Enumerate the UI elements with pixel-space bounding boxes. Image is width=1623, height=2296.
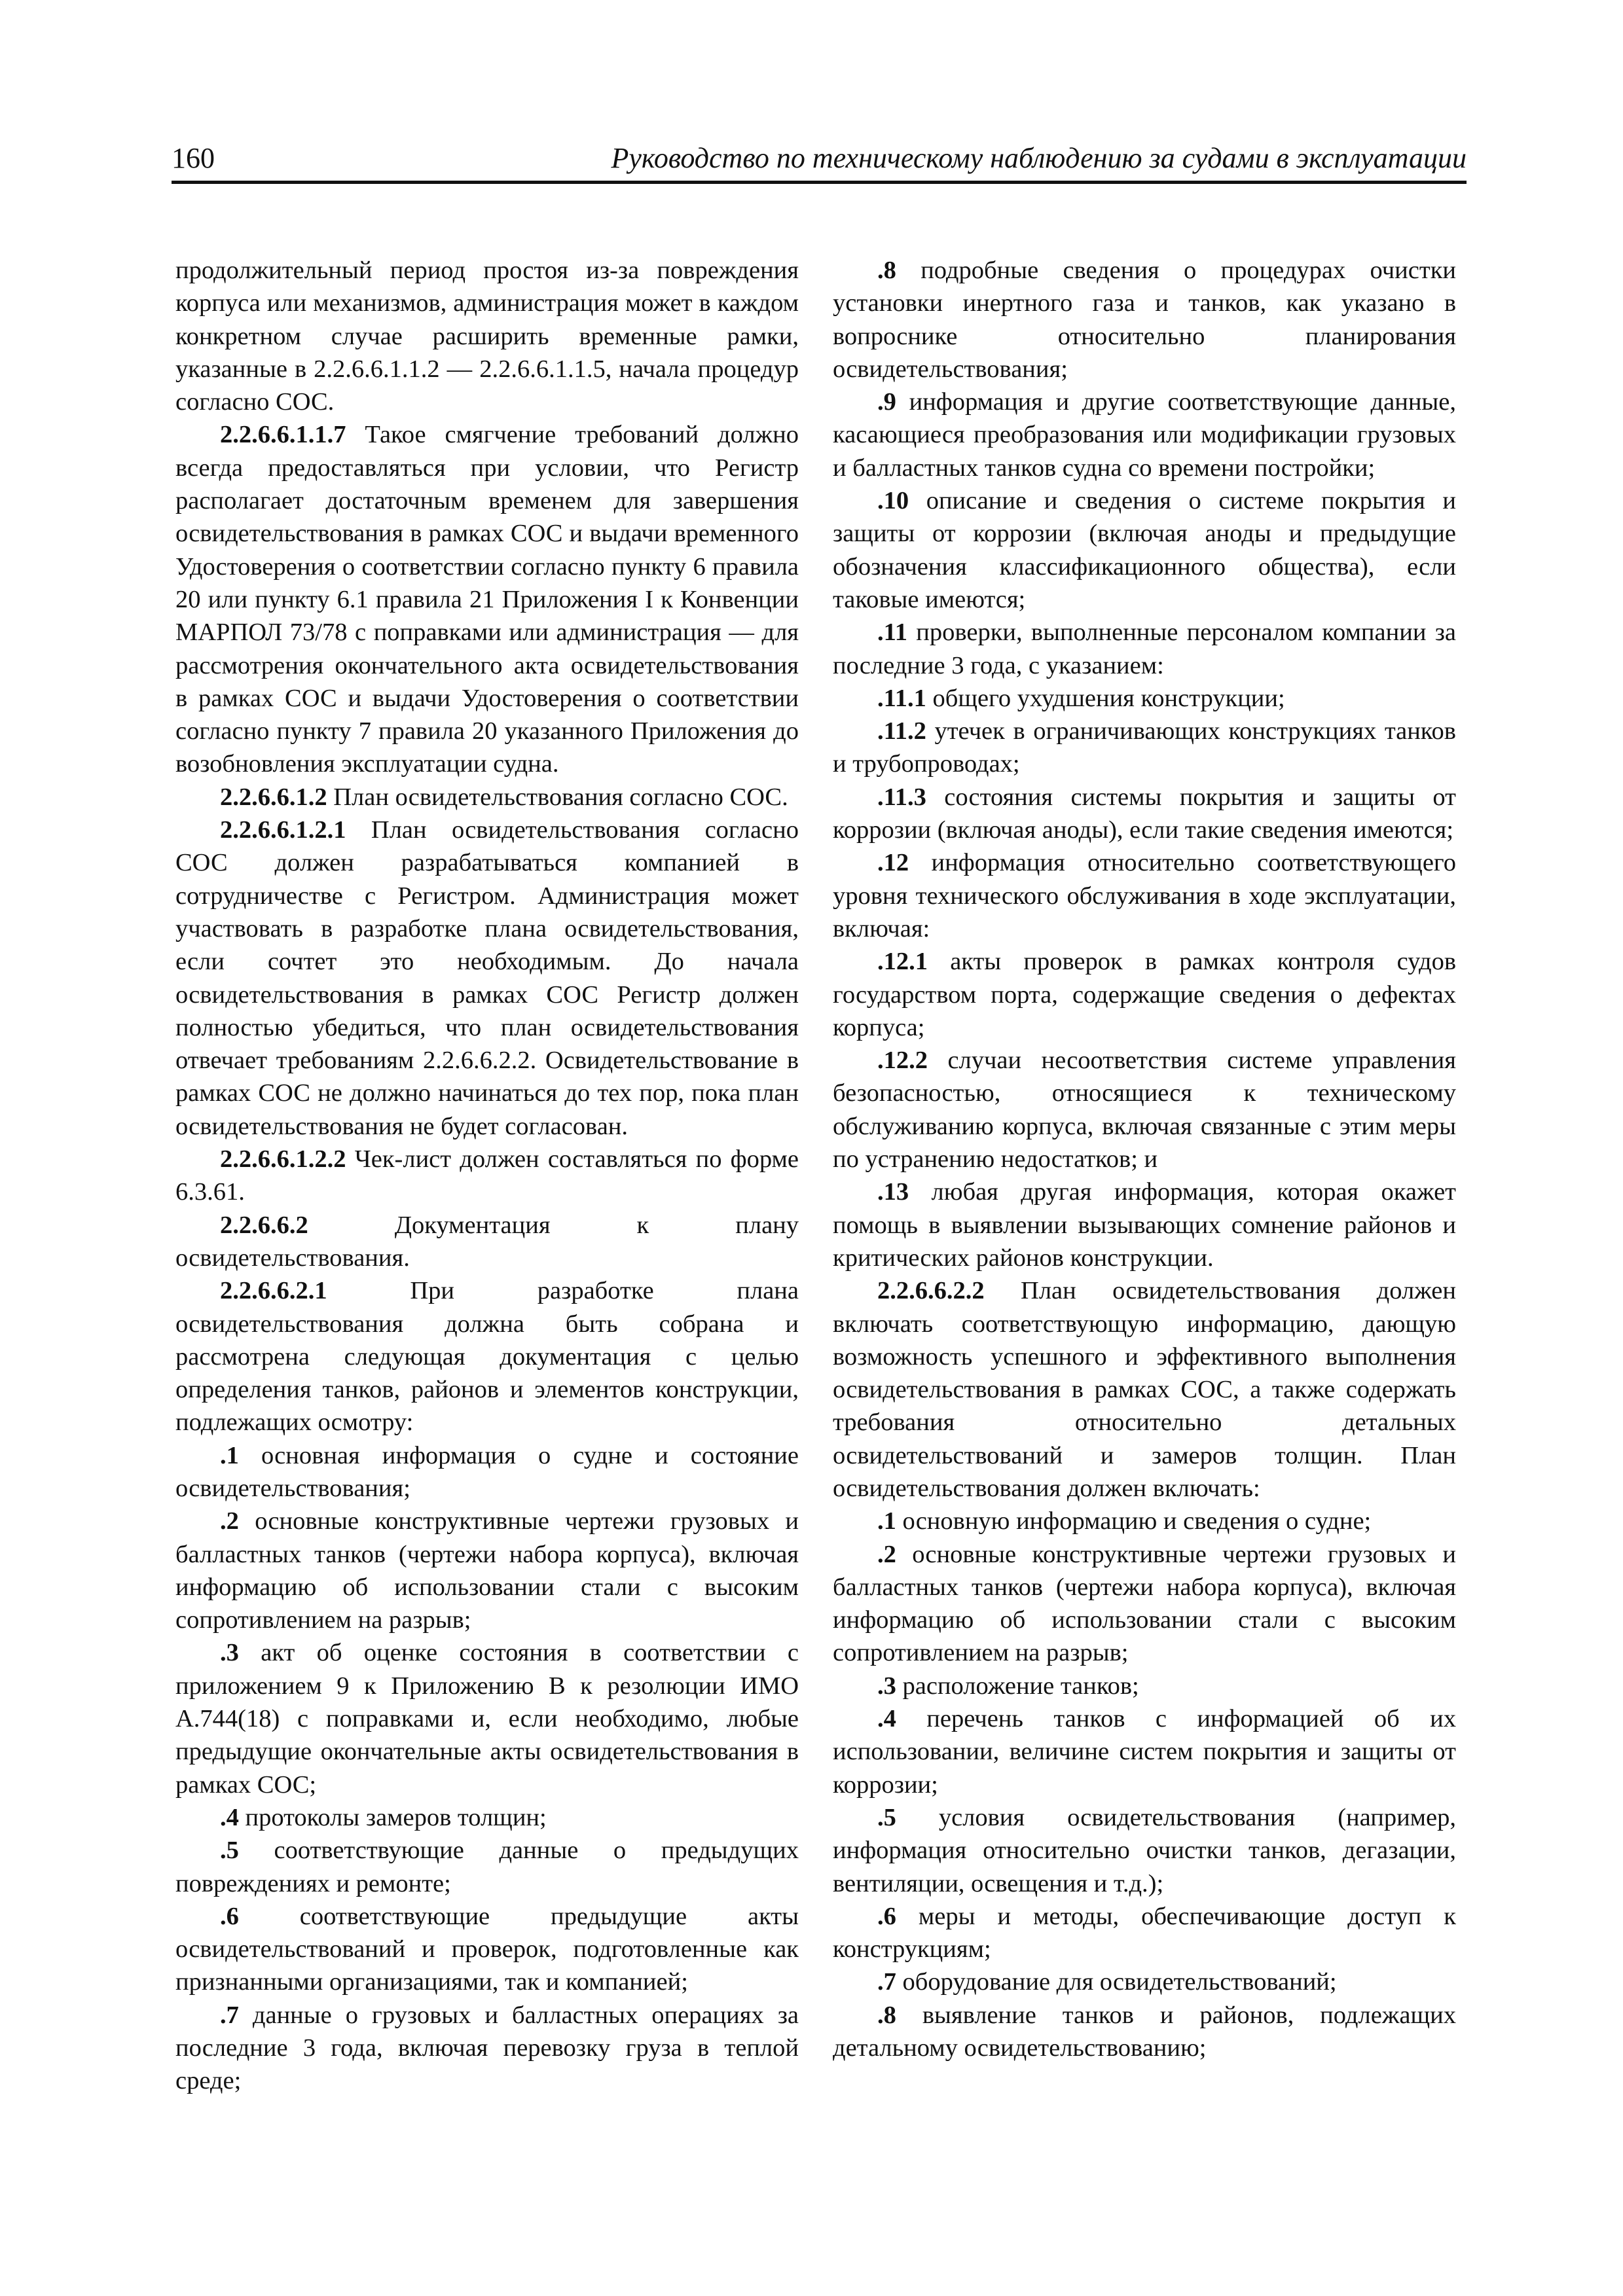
page-header xyxy=(172,140,1467,184)
paragraph-text: соответствующие предыдущие акты освидетельствований и проверок, подготовленные как признанными организациями, так и компанией; xyxy=(175,1902,799,1996)
paragraph-text: общего ухудшения конструкции; xyxy=(932,684,1285,712)
clause-number: .4 xyxy=(220,1803,239,1831)
paragraph-text: протоколы замеров толщин; xyxy=(245,1803,547,1831)
paragraph-text: Документация к плану освидетельствования. xyxy=(175,1211,799,1272)
list-item xyxy=(175,1439,799,1505)
paragraph xyxy=(175,1143,799,1209)
paragraph-text: меры и методы, обеспечивающие доступ к конструкциям; xyxy=(833,1902,1456,1964)
list-item xyxy=(833,715,1456,781)
paragraph-text: основная информация о судне и состояние освидетельствования; xyxy=(175,1441,799,1502)
clause-number: .8 xyxy=(877,257,896,284)
paragraph-text: акты проверок в рамках контроля судов государством порта, содержащие сведения о дефектах корпуса; xyxy=(833,948,1456,1041)
clause-number: .7 xyxy=(877,1968,896,1996)
list-item xyxy=(833,945,1456,1044)
list-item xyxy=(833,1505,1456,1537)
list-item xyxy=(833,1702,1456,1801)
paragraph xyxy=(175,1209,799,1275)
page-number: 160 xyxy=(172,142,215,174)
paragraph-text: основные конструктивные чертежи грузовых и балластных танков (чертежи набора корпуса), включая информацию об использовании стали с высоким сопротивлением на разрыв; xyxy=(833,1540,1456,1667)
clause-number: .6 xyxy=(877,1902,896,1930)
list-item xyxy=(833,616,1456,682)
clause-number: 2.2.6.6.2.1 xyxy=(220,1277,327,1305)
clause-number: .12.1 xyxy=(877,948,928,976)
clause-number: .3 xyxy=(877,1672,896,1700)
paragraph-text: соответствующие данные о предыдущих повреждениях и ремонте; xyxy=(175,1837,799,1897)
paragraph-text: План освидетельствования согласно СОС. xyxy=(333,783,788,811)
list-item xyxy=(175,1900,799,1999)
clause-number: .11 xyxy=(877,619,908,647)
right-text-column xyxy=(833,254,1456,2064)
paragraph-text: выявление танков и районов, подлежащих детальному освидетельствованию; xyxy=(833,2001,1456,2062)
left-text-column xyxy=(175,254,799,2098)
clause-number: .11.3 xyxy=(877,783,926,811)
paragraph-text: информация относительно соответствующего уровня технического обслуживания в ходе эксплуатации, включая: xyxy=(833,849,1456,942)
paragraph xyxy=(175,781,799,814)
paragraph-text: Такое смягчение требований должно всегда предоставляться при условии, что Регистр располагает достаточным временем для завершения освидетельствования в рамках СОС и выдачи временного Удостоверения о соответствии согласно пункту 6 правила 20 или пункту 6.1 правила 21 Приложения I к Конвенции МАРПОЛ 73/78 с поправками или администрация — для рассмотрения окончательного акта освидетельствования в рамках СОС и выдачи Удостоверения о соответствии согласно пункту 7 правила 20 указанного Приложения до возобновления эксплуатации судна. xyxy=(175,421,799,778)
clause-number: .8 xyxy=(877,2001,896,2029)
list-item xyxy=(833,1670,1456,1702)
clause-number: .13 xyxy=(877,1178,909,1206)
clause-number: .11.1 xyxy=(877,684,926,712)
paragraph-text: информация и другие соответствующие данные, касающиеся преобразования или модификации грузовых и балластных танков судна со времени постройки; xyxy=(833,388,1457,482)
clause-number: .7 xyxy=(220,2001,239,2029)
clause-number: 2.2.6.6.2.2 xyxy=(877,1277,985,1305)
clause-number: 2.2.6.6.1.2 xyxy=(220,783,327,811)
clause-number: .5 xyxy=(220,1837,239,1865)
paragraph-text: описание и сведения о системе покрытия и защиты от коррозии (включая аноды и предыдущие обозначения классификационного общества), если таковые имеются; xyxy=(833,487,1457,613)
paragraph xyxy=(175,254,799,418)
clause-number: .1 xyxy=(877,1507,896,1535)
paragraph-text: основные конструктивные чертежи грузовых и балластных танков (чертежи набора корпуса), включая информацию об использовании стали с высоким сопротивлением на разрыв; xyxy=(175,1507,799,1634)
paragraph-text: условия освидетельствования (например, информация относительно очистки танков, дегазации, вентиляции, освещения и т.д.); xyxy=(833,1803,1456,1897)
clause-number: 2.2.6.6.2 xyxy=(220,1211,308,1239)
paragraph-text: оборудование для освидетельствований; xyxy=(902,1968,1337,1996)
paragraph-text: План освидетельствования согласно СОС должен разрабатываться компанией в сотрудничестве с Регистром. Администрация может участвовать в разработке плана освидетельствования, если сочтет это необходимым. До начала освидетельствования в рамках СОС Регистр должен полностью убедиться, что план освидетельствования отвечает требованиям 2.2.6.6.2.2. Освидетельствование в рамках СОС не должно начинаться до тех пор, пока план освидетельствования не будет согласован. xyxy=(175,816,799,1140)
paragraph-text: состояния системы покрытия и защиты от коррозии (включая аноды), если такие сведения имеются; xyxy=(833,783,1456,844)
running-title: Руководство по техническому наблюдению за судами в эксплуатации xyxy=(611,142,1467,174)
list-item xyxy=(833,254,1456,386)
clause-number: .11.2 xyxy=(877,717,926,745)
paragraph-text: утечек в ограничивающих конструкциях танков и трубопроводах; xyxy=(833,717,1456,778)
paragraph xyxy=(175,1274,799,1439)
list-item xyxy=(175,1999,799,2098)
clause-number: .12.2 xyxy=(877,1047,928,1075)
clause-number: .3 xyxy=(220,1639,239,1667)
paragraph xyxy=(175,814,799,1143)
list-item xyxy=(833,1044,1456,1175)
paragraph-text: случаи несоответствия системе управления безопасностью, относящиеся к техническому обслуживанию корпуса, включая связанные с этим меры по устранению недостатков; и xyxy=(833,1047,1456,1174)
clause-number: .2 xyxy=(220,1507,239,1535)
paragraph-text: перечень танков с информацией об их использовании, величине систем покрытия и защиты от коррозии; xyxy=(833,1705,1456,1799)
paragraph xyxy=(833,1274,1456,1505)
clause-number: .9 xyxy=(877,388,896,416)
clause-number: .1 xyxy=(220,1441,239,1469)
clause-number: .12 xyxy=(877,849,909,877)
paragraph-text: продолжительный период простоя из-за повреждения корпуса или механизмов, администрация может в каждом конкретном случае расширить временные рамки, указанные в 2.2.6.6.1.1.2 — 2.2.6.6.1.1.5, начала процедур согласно СОС. xyxy=(175,257,799,416)
clause-number: 2.2.6.6.1.2.2 xyxy=(220,1145,346,1174)
clause-number: 2.2.6.6.1.2.1 xyxy=(220,816,346,844)
list-item xyxy=(833,781,1456,847)
clause-number: .6 xyxy=(220,1902,239,1930)
list-item xyxy=(833,1538,1456,1670)
list-item xyxy=(833,1175,1456,1274)
paragraph-text: подробные сведения о процедурах очистки установки инертного газа и танков, как указано в вопроснике относительно планирования освидетельствования; xyxy=(833,257,1456,383)
clause-number: .4 xyxy=(877,1705,896,1733)
clause-number: .2 xyxy=(877,1540,896,1568)
paragraph-text: акт об оценке состояния в соответствии с приложением 9 к Приложению В к резолюции ИМО А.744(18) с поправками и, если необходимо, любые предыдущие окончательные акты освидетельствования в рамках СОС; xyxy=(175,1639,799,1799)
clause-number: .5 xyxy=(877,1803,896,1831)
list-item xyxy=(175,1801,799,1834)
list-item xyxy=(833,1801,1456,1900)
list-item xyxy=(833,1965,1456,1998)
paragraph xyxy=(175,418,799,780)
paragraph-text: Чек-лист должен составляться по форме 6.3.61. xyxy=(175,1145,799,1206)
list-item xyxy=(833,1999,1456,2065)
paragraph-text: любая другая информация, которая окажет помощь в выявлении вызывающих сомнение районов и критических районов конструкции. xyxy=(833,1178,1457,1272)
list-item xyxy=(833,484,1456,616)
list-item xyxy=(833,1900,1456,1966)
clause-number: 2.2.6.6.1.1.7 xyxy=(220,421,346,449)
paragraph-text: При разработке плана освидетельствования должна быть собрана и рассмотрена следующая документация с целью определения танков, районов и элементов конструкции, подлежащих осмотру: xyxy=(175,1277,799,1437)
list-item xyxy=(175,1505,799,1636)
list-item xyxy=(175,1636,799,1801)
paragraph-text: данные о грузовых и балластных операциях за последние 3 года, включая перевозку груза в теплой среде; xyxy=(175,2001,799,2095)
clause-number: .10 xyxy=(877,487,909,515)
paragraph-text: План освидетельствования должен включать соответствующую информацию, дающую возможность успешного и эффективного выполнения освидетельствования в рамках СОС, а также содержать требования относительно детальных освидетельствований и замеров толщин. План освидетельствования должен включать: xyxy=(833,1277,1457,1502)
paragraph-text: проверки, выполненные персоналом компании за последние 3 года, с указанием: xyxy=(833,619,1457,679)
list-item xyxy=(833,386,1456,484)
paragraph-text: основную информацию и сведения о судне; xyxy=(902,1507,1372,1535)
list-item xyxy=(833,682,1456,715)
list-item xyxy=(175,1834,799,1900)
list-item xyxy=(833,846,1456,945)
paragraph-text: расположение танков; xyxy=(902,1672,1139,1700)
